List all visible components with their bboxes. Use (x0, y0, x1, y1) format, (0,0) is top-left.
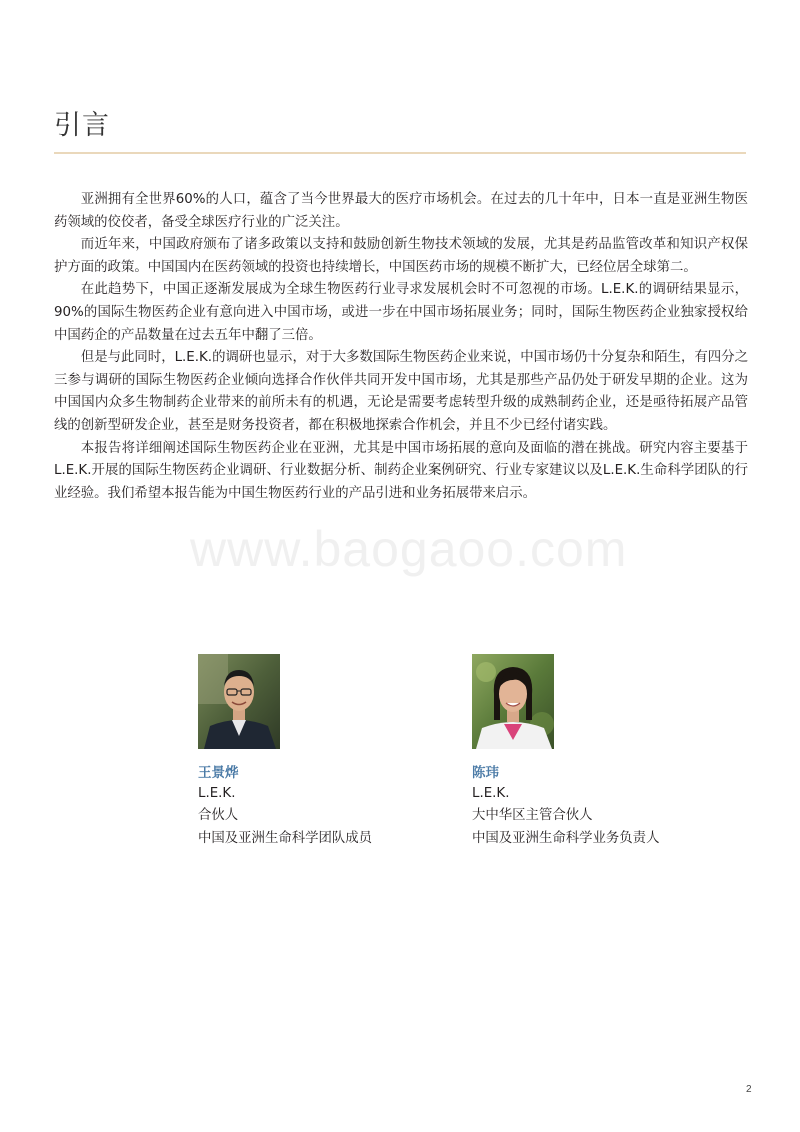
person-team: 中国及亚洲生命科学业务负责人 (472, 830, 660, 846)
paragraph: 而近年来，中国政府颁布了诸多政策以支持和鼓励创新生物技术领域的发展，尤其是药品监管改革和知识产权保护方面的政策。中国国内在医药领域的投资也持续增长，中国医药市场的规模不断扩大，已经位居全球第二。 (54, 237, 748, 275)
body-text (54, 189, 748, 505)
paragraph: 本报告将详细阐述国际生物医药企业在亚洲，尤其是中国市场拓展的意向及面临的潜在挑战。研究内容主要基于L.E.K.开展的国际生物医药企业调研、行业数据分析、制药企业案例研究、行业专家建议以及L.E.K.生命科学团队的行业经验。我们希望本报告能为中国生物医药行业的产品引进和业务拓展带来启示。 (54, 440, 748, 501)
author-card (198, 654, 458, 850)
person-role: 合伙人 (198, 808, 239, 824)
paragraph: 在此趋势下，中国正逐渐发展成为全球生物医药行业寻求发展机会时不可忽视的市场。L.E.K.的调研结果显示，90%的国际生物医药企业有意向进入中国市场，或进一步在中国市场拓展业务；同时，国际生物医药企业独家授权给中国药企的产品数量在过去五年中翻了三倍。 (54, 282, 748, 343)
person-team: 中国及亚洲生命科学团队成员 (198, 830, 373, 846)
person-role: 大中华区主管合伙人 (472, 808, 593, 824)
paragraph: 但是与此同时，L.E.K.的调研也显示，对于大多数国际生物医药企业来说，中国市场仍十分复杂和陌生，有四分之三参与调研的国际生物医药企业倾向选择合作伙伴共同开发中国市场，尤其是那些产品仍处于研发早期的企业。这为中国国内众多生物制药企业带来的前所未有的机遇，无论是需要考虑转型升级的成熟制药企业，还是亟待拓展产品管线的创新型研发企业，甚至是财务投资者，都在积极地探索合作机会，并且不少已经付诸实践。 (54, 350, 748, 433)
person-name: 王景烨 (198, 765, 239, 781)
author-card (472, 654, 732, 850)
title-divider (54, 152, 746, 154)
watermark: www.baogaoo.com (190, 521, 628, 577)
person-company: L.E.K. (472, 786, 510, 801)
paragraph: 亚洲拥有全世界60%的人口，蕴含了当今世界最大的医疗市场机会。在过去的几十年中，日本一直是亚洲生物医药领域的佼佼者，备受全球医疗行业的广泛关注。 (54, 192, 748, 230)
portrait-photo (472, 654, 554, 749)
person-company: L.E.K. (198, 786, 236, 801)
person-name: 陈玮 (472, 765, 499, 781)
portrait-photo (198, 654, 280, 749)
page-number: 2 (746, 1084, 752, 1095)
page-title: 引言 (54, 110, 110, 141)
